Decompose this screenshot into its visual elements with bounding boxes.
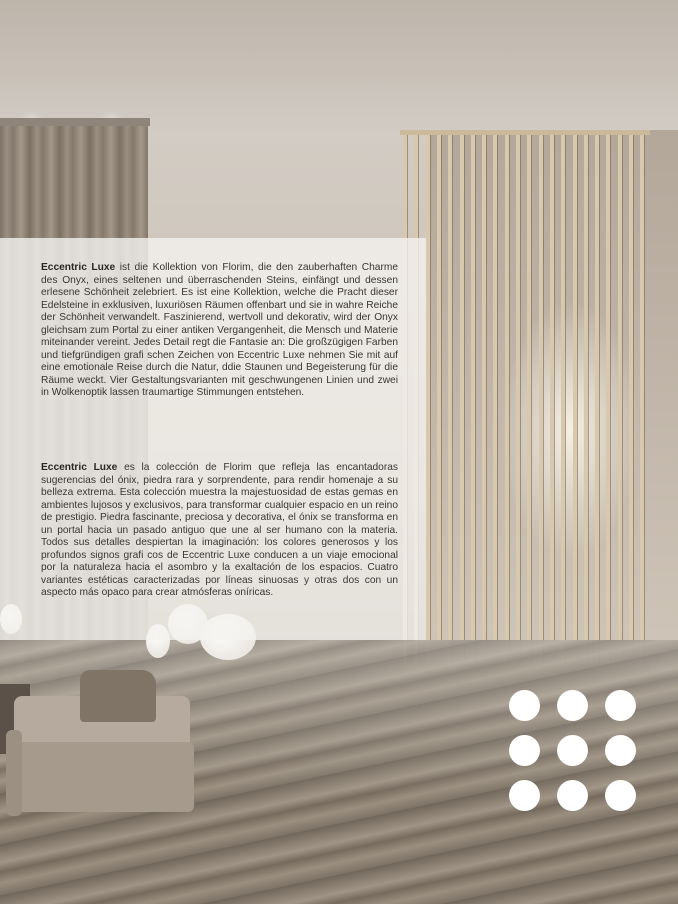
screen-slat — [471, 133, 475, 667]
screen-slat — [493, 133, 497, 667]
dot — [605, 690, 636, 721]
screen-slat — [516, 133, 520, 667]
screen-slat — [573, 133, 577, 667]
paragraph-spanish — [41, 462, 398, 600]
paragraph-german — [41, 262, 398, 400]
dot — [509, 780, 540, 811]
dot — [557, 735, 588, 766]
screen-slat — [629, 133, 633, 667]
sofa-arm — [6, 730, 22, 816]
screen-slat — [448, 133, 452, 667]
screen-slat — [584, 133, 588, 667]
dot — [509, 735, 540, 766]
dot — [509, 690, 540, 721]
collection-name: Eccentric Luxe — [41, 262, 116, 273]
dot — [605, 780, 636, 811]
screen-slat — [527, 133, 531, 667]
screen-slat — [505, 133, 509, 667]
screen-slat — [426, 133, 430, 667]
screen-slat — [550, 133, 554, 667]
sofa-cushion — [80, 670, 156, 722]
screen-slat — [595, 133, 599, 667]
dot — [557, 780, 588, 811]
screen-slat — [561, 133, 565, 667]
screen-slat — [640, 133, 644, 667]
screen-slat — [482, 133, 486, 667]
screen-frame-top — [400, 130, 650, 135]
screen-slat — [437, 133, 441, 667]
screen-slat — [618, 133, 622, 667]
ceiling-beam — [0, 118, 150, 126]
screen-slat — [606, 133, 610, 667]
screen-slat — [539, 133, 543, 667]
dot — [557, 690, 588, 721]
collection-name: Eccentric Luxe — [41, 462, 118, 473]
paragraph-spanish-body: es la colección de Florim que refleja las encantadoras sugerencias del ónix, piedra rara y sorprendente, para rendir homenaje a su belleza extrema. Esta colección muestra la majestuosidad de estas gemas en ambientes lujosos y exclusivos, para transformar cualquier espacio en un reino de prestigio. Piedra fascinante, preciosa y decorativa, el ónix se transforma en un portal hacia un pasado antiguo que une al ser humano con la materia. Todos sus detalles despiertan la imaginación: los colores generosos y los profundos signos grafi cos de Eccentric Luxe conducen a un viaje emocional por la naturaleza hacia el asombro y la exaltación de los espacios. Cuatro variantes estéticas caracterizadas por líneas sinuosas y otras dos con un aspecto más opaco para crear atmósferas oníricas. — [41, 462, 398, 599]
screen-slat — [460, 133, 464, 667]
paragraph-german-body: ist die Kollektion von Florim, die den zauberhaften Charme des Onyx, eines seltenen und überraschenden Steins, einfängt und dessen erlesene Schönheit zelebriert. Es ist eine Kollektion, welche die Pracht dieser Edelsteine in exklusiven, luxuriösen Räumen offenbart und sie in wahre Reiche der Schönheit verwandelt. Faszinierend, wertvoll und dekorativ, wird der Onyx gleichsam zum Portal zu einer antiken Vergangenheit, die Mensch und Materie miteinander vereint. Jedes Detail regt die Fantasie an: Die großzügigen Farben und tiefgründigen grafi schen Zeichen von Eccentric Luxe nehmen Sie mit auf eine emotionale Reise durch die Natur, ddie Staunen und Begeisterung für die Räume weckt. Vier Gestaltungsvarianten mit geschwungenen Linien und zwei in Wolkenoptik lassen traumartige Stimmungen entstehen. — [41, 262, 398, 399]
ceiling — [0, 0, 678, 130]
sofa-seat — [10, 742, 194, 812]
dot — [605, 735, 636, 766]
